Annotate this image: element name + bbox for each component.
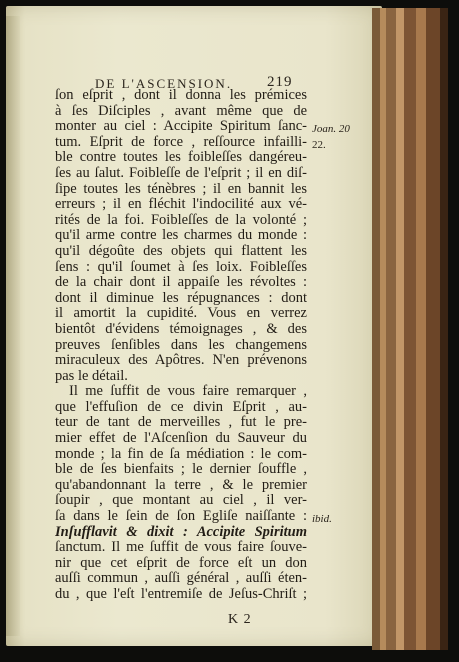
body-text [55,88,307,603]
header-title: DE L'ASCENSION. [95,76,233,91]
text-line: Inſufflavit & dixit : Accipite Spiritum [55,524,307,540]
text-line: ble contre toutes les foibleſſes dangéreu- [55,150,307,166]
text-line: ſanctum. Il me ſuffit de vous faire ſouve- [55,540,307,556]
text-line: ſes au ſalut. Foibleſſe de l'eſprit ; il en diſ- [55,165,307,181]
text-line: dont il diminue les répugnances : dont [55,290,307,306]
text-line: de la chair dont il appaiſe les révoltes : [55,275,307,291]
text-line: auſſi commun , auſſi général , auſſi éten- [55,571,307,587]
text-line: ſipe toutes les ténèbres ; il en bannit les [55,181,307,197]
text-line: miraculeux des Apôtres. N'en prévenons [55,353,307,369]
page-number: 219 [267,74,293,90]
page-gutter [6,16,20,636]
text-line: teur de tant de merveilles , fut le pre- [55,415,307,431]
text-line: rités de la foi. Foibleſſes de la volonté ; [55,212,307,228]
text-line: que l'effuſion de ce divin Eſprit , au- [55,399,307,415]
margin-note-ibid: ibid. [312,513,332,525]
text-line: du , que l'eſt l'entremiſe de Jeſus-Chriſt ; [55,587,307,602]
text-line: pas le détail. [55,367,128,384]
text-line: monde ; la fin de ſa médiation : le com- [55,446,307,462]
text-line: preuves ſenſibles dans les changemens [55,337,307,353]
text-line: ble de ſes bienfaits ; le dernier ſouffle , [55,462,307,478]
text-line: ſon eſprit , dont il donna les prémices [55,88,307,103]
text-line: erreurs ; il en fléchit l'indocilité aux vé- [55,197,307,213]
text-line: qu'il dégoûte des objets qui flattent les [55,243,307,259]
text-line: il amortit la cupidité. Vous en verrez [55,306,307,322]
margin-note-verse: 22. [312,139,326,151]
text-line: Il me ſuffit de vous faire remarquer , [69,384,307,400]
page-edges [372,8,448,650]
text-line: ſens : qu'il ſoumet à ſes loix. Foibleſſes [55,259,307,275]
text-line: bientôt d'évidens témoignages , & des [55,321,307,337]
text-line: ſa dans le ſein de ſon Egliſe naiſſante : [55,509,307,525]
margin-note-joan: Joan. 20 [312,123,350,135]
text-line: ſoupir , que montant au ciel , il ver- [55,493,307,509]
text-line: mier effet de l'Aſcenſion du Sauveur du [55,431,307,447]
text-line: tum. Eſprit de force , reſſource infailli- [55,134,307,150]
text-line: nir que cet eſprit de force eſt un don [55,555,307,571]
text-line: qu'il arme contre les charmes du monde : [55,228,307,244]
signature-mark: K 2 [228,612,252,627]
text-line: monter au ciel : Accipite Spiritum ſanc- [55,119,307,135]
text-line: qu'abandonnant la terre , & le premier [55,477,307,493]
text-line: à ſes Diſciples , avant même que de [55,103,307,119]
